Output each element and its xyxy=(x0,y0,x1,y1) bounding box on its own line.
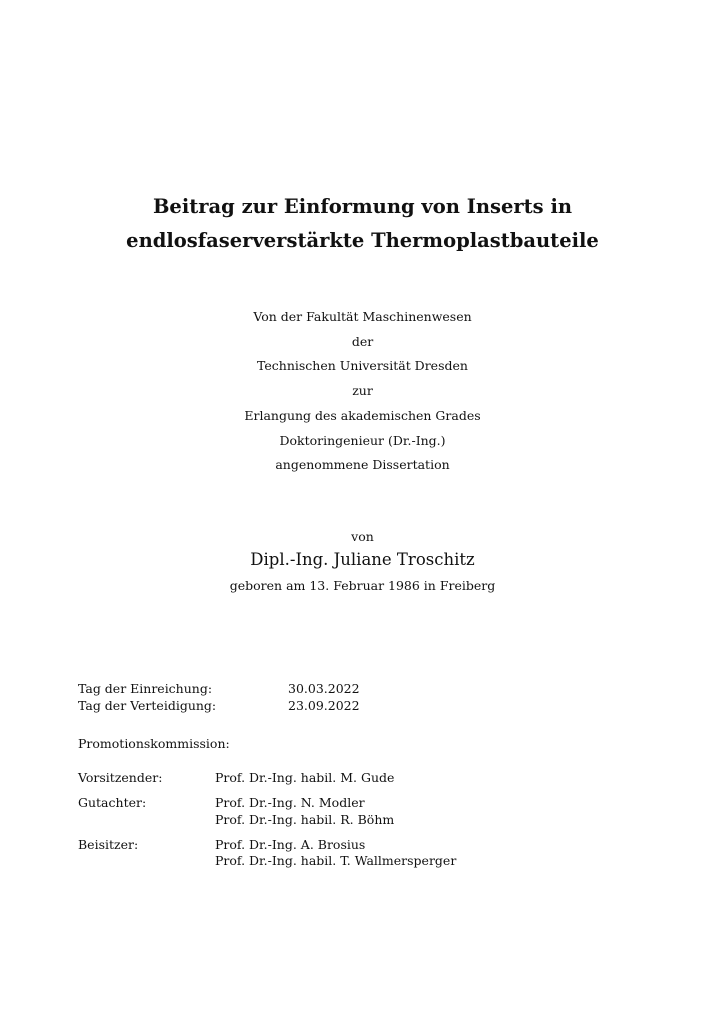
role-names xyxy=(215,837,456,870)
author-birth: geboren am 13. Februar 1986 in Freiberg xyxy=(229,578,496,593)
role-label: Gutachter: xyxy=(78,795,147,810)
date-row-defense xyxy=(78,698,360,715)
faculty-line: der xyxy=(351,333,374,349)
commission-role-assessors xyxy=(78,837,456,870)
date-value: 23.09.2022 xyxy=(288,697,360,713)
thesis-title-line-2: endlosfaserverstärkte Thermoplastbauteile xyxy=(126,229,599,252)
thesis-title-line-1: Beitrag zur Einformung von Inserts in xyxy=(152,195,573,218)
role-names xyxy=(215,770,394,787)
faculty-line: angenommene Dissertation xyxy=(275,457,450,473)
date-label: Tag der Verteidigung: xyxy=(78,697,217,713)
member-name: Prof. Dr.-Ing. habil. R. Böhm xyxy=(215,811,395,827)
dates-block xyxy=(78,681,360,714)
date-row-submission xyxy=(78,681,360,698)
member-name: Prof. Dr.-Ing. habil. T. Wallmersperger xyxy=(215,853,457,868)
faculty-statement xyxy=(0,305,725,478)
member-name: Prof. Dr.-Ing. habil. M. Gude xyxy=(215,770,395,785)
author-von: von xyxy=(351,529,374,544)
role-label: Vorsitzender: xyxy=(78,770,163,785)
date-value: 30.03.2022 xyxy=(288,681,360,696)
role-names xyxy=(215,795,394,828)
faculty-line: zur xyxy=(352,383,373,399)
faculty-line: Von der Fakultät Maschinenwesen xyxy=(253,309,472,324)
date-label: Tag der Einreichung: xyxy=(78,681,213,696)
thesis-title xyxy=(0,190,725,258)
faculty-line: Erlangung des akademischen Grades xyxy=(244,407,481,423)
author-name: Dipl.-Ing. Juliane Troschitz xyxy=(250,550,475,569)
commission-role-chair xyxy=(78,770,456,787)
member-name: Prof. Dr.-Ing. A. Brosius xyxy=(215,836,366,852)
member-name: Prof. Dr.-Ing. N. Modler xyxy=(215,795,365,810)
faculty-line: Doktoringenieur (Dr.-Ing.) xyxy=(279,432,446,448)
commission-heading: Promotionskommission: xyxy=(78,736,230,751)
faculty-line: Technischen Universität Dresden xyxy=(257,358,468,374)
commission-role-reviewers xyxy=(78,795,456,828)
role-label: Beisitzer: xyxy=(78,836,139,852)
commission-block xyxy=(78,770,456,878)
